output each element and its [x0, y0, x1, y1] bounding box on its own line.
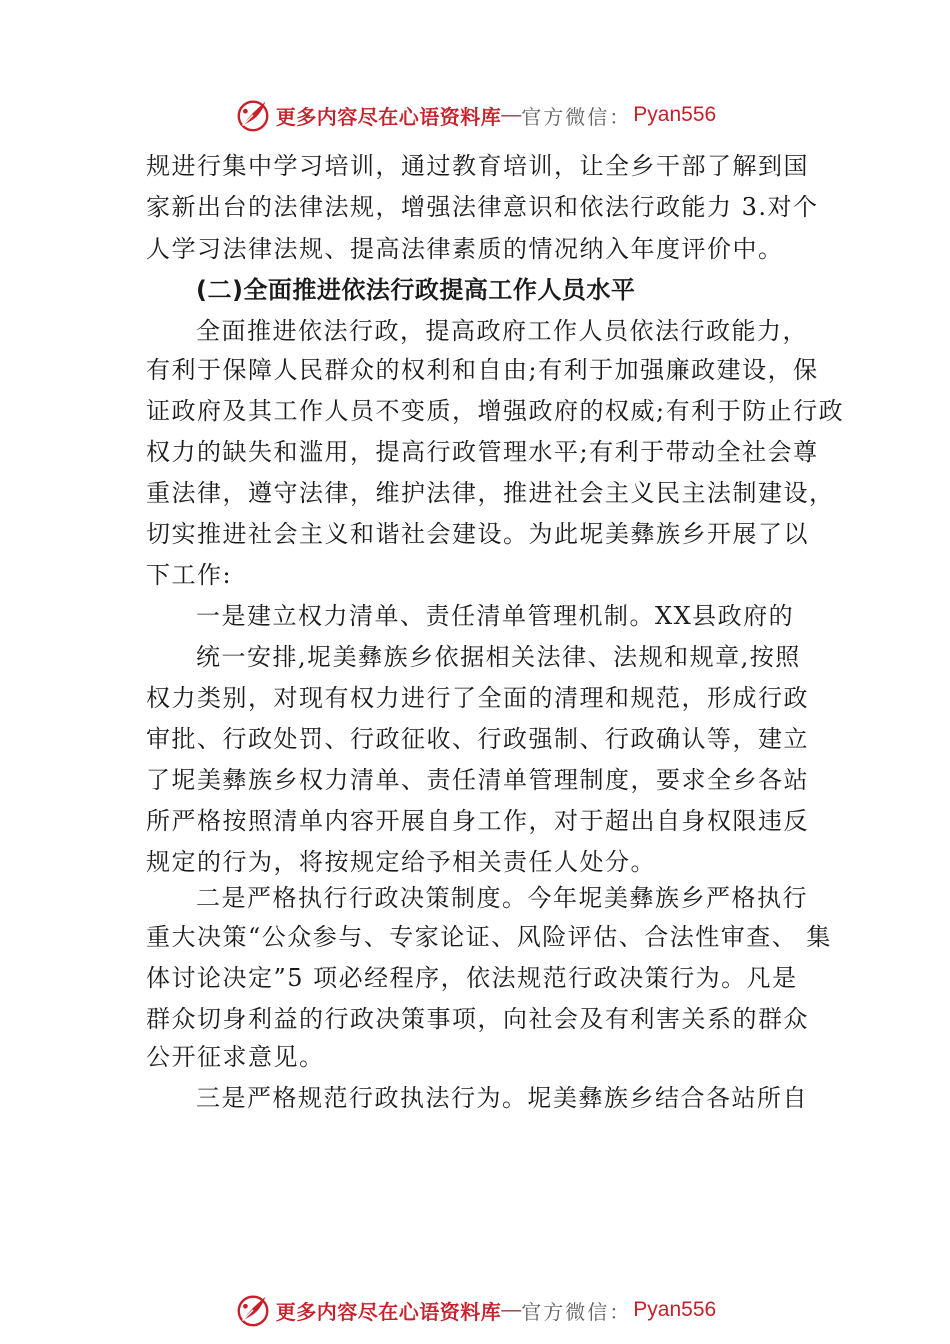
banner-wechat-id: Pyan556 — [633, 103, 717, 126]
body-line: 了坭美彝族乡权力清单、责任清单管理制度，要求全乡各站 — [146, 766, 809, 794]
body-line: 权力类别，对现有权力进行了全面的清理和规范，形成行政 — [146, 684, 809, 712]
body-line: 统一安排,坭美彝族乡依据相关法律、法规和规章,按照 — [196, 643, 801, 671]
body-line: 重大决策“公众参与、专家论证、风险评估、合法性审查、 集 — [146, 923, 832, 951]
banner-wechat-id: Pyan556 — [633, 1298, 717, 1321]
body-line: 重法律，遵守法律，维护法律，推进社会主义民主法制建设， — [146, 479, 835, 507]
body-line: 二是严格执行行政决策制度。今年坭美彝族乡严格执行 — [196, 884, 808, 912]
body-line: 三是严格规范行政执法行为。坭美彝族乡结合各站所自 — [196, 1084, 808, 1112]
footer-banner — [0, 1288, 950, 1332]
body-line: 体讨论决定”5 项必经程序，依法规范行政决策行为。凡是 — [146, 964, 798, 992]
body-line: 切实推进社会主义和谐社会建设。为此坭美彝族乡开展了以 — [146, 520, 809, 548]
banner-title: 更多内容尽在心语资料库 — [275, 104, 502, 129]
body-line: 权力的缺失和滥用，提高行政管理水平;有利于带动全社会尊 — [146, 438, 819, 466]
body-line: 证政府及其工作人员不变质，增强政府的权威;有利于防止行政 — [146, 397, 845, 425]
banner-dash: — — [501, 1298, 522, 1321]
banner-title: 更多内容尽在心语资料库 — [275, 1299, 502, 1324]
body-line: 有利于保障人民群众的权利和自由;有利于加强廉政建设，保 — [146, 356, 819, 384]
quill-logo-icon — [234, 1291, 272, 1329]
body-line: 公开征求意见。 — [146, 1043, 325, 1071]
body-line: 群众切身利益的行政决策事项，向社会及有利害关系的群众 — [146, 1005, 809, 1033]
quill-logo-icon — [234, 96, 272, 134]
body-line: 规定的行为，将按规定给予相关责任人处分。 — [146, 848, 656, 876]
body-line: 一是建立权力清单、责任清单管理机制。XX县政府的 — [196, 602, 795, 630]
body-line: 全面推进依法行政，提高政府工作人员依法行政能力， — [196, 317, 808, 345]
header-banner — [0, 93, 950, 137]
banner-wechat-label: 官方微信： — [521, 1299, 632, 1324]
body-line: 规进行集中学习培训，通过教育培训，让全乡干部了解到国 — [146, 152, 809, 180]
banner-wechat-label: 官方微信： — [521, 104, 632, 129]
body-line: 审批、行政处罚、行政征收、行政强制、行政确认等，建立 — [146, 725, 809, 753]
body-line: 家新出台的法律法规，增强法律意识和依法行政能力 3.对个 — [146, 193, 819, 221]
body-line: 人学习法律法规、提高法律素质的情况纳入年度评价中。 — [146, 235, 784, 263]
body-line: 所严格按照清单内容开展自身工作，对于超出自身权限违反 — [146, 807, 809, 835]
banner-dash: — — [501, 103, 522, 126]
section-heading: (二)全面推进依法行政提高工作人员水平 — [196, 276, 636, 304]
body-line: 下工作: — [146, 561, 233, 589]
